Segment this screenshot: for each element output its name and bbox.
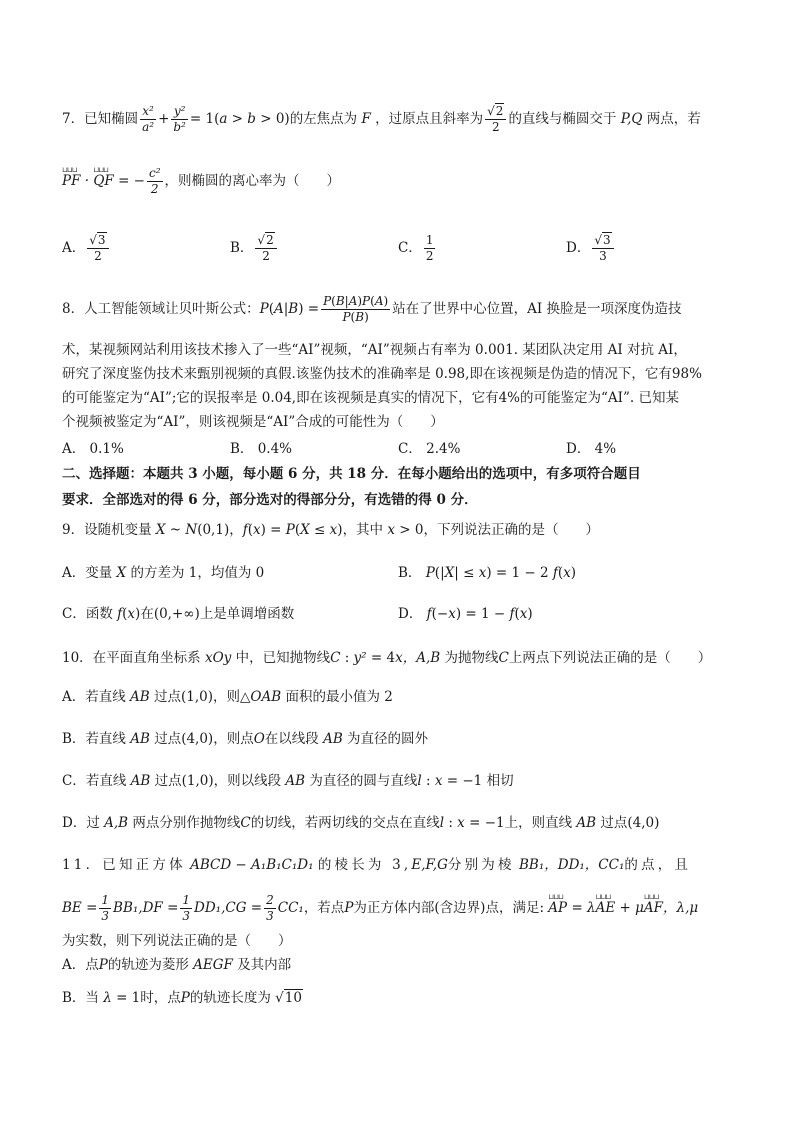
q9-option-b: B． P(|X| ≤ x) = 1 − 2 f(x) — [398, 565, 577, 581]
q11-stem-line1: 11．已知正方体 ABCD − A₁B₁C₁D₁ 的棱长为 3,E,F,G分别为棱 BB₁，DD₁，CC₁的点，且 — [62, 857, 692, 873]
q10-option-a: A．若直线 AB 过点(1,0)，则△OAB 面积的最小值为 2 — [62, 689, 393, 705]
q9-stem: 9．设随机变量 X ~ N(0,1)，f(x) = P(X ≤ x)，其中 x > 0，下列说法正确的是（ ） — [62, 522, 599, 538]
q8-stem-line5: 个视频被鉴定为“AI”，则该视频是“AI”合成的可能性为（ ） — [62, 414, 444, 430]
section2-heading-line2: 要求．全部选对的得 6 分，部分选对的得部分分，有选错的得 0 分． — [62, 492, 478, 508]
q7-stem-line1: 7．已知椭圆 $\frac{\text{x²}}{\text{a²}}$ + $\frac{\text{y²}}{\text{b²}}$ = 1(a > b > 0)的左焦点为 F ，过原点且斜率为 $\frac{√2}{2}$ 的直线与椭圆交于 P,Q 两点，若 — [62, 104, 701, 134]
q8-option-a: A． 0.1% — [62, 441, 124, 457]
q7-dot-product: ⊔⊔⊔ PF · ⊔⊔⊔ QF = − $\frac{\text{c²}}{2}$ — [62, 173, 165, 189]
q8-stem-line1: 8．人工智能领域让贝叶斯公式：P(A|B) = $\frac{P(B|A)P(A)}{P(B)}$ 站在了世界中心位置，AI 换脸是一项深度伪造技 — [62, 294, 682, 324]
q10-stem: 10．在平面直角坐标系 xOy 中，已知抛物线C : y² = 4x，A,B 为抛物线C上两点下列说法正确的是（ ） — [62, 650, 712, 666]
q11-option-a: A．点P的轨迹为菱形 AEGF 及其内部 — [62, 957, 292, 973]
section2-heading-line1: 二、选择题：本题共 3 小题，每小题 6 分，共 18 分．在每小题给出的选项中，有多项符合题目 — [62, 466, 641, 482]
q9-option-c: C．函数 f(x)在(0,+∞)上是单调增函数 — [62, 606, 295, 622]
q8-stem-line3: 研究了深度鉴伪技术来甄别视频的真假.该鉴伪技术的准确率是 0.98,即在该视频是伪造的情况下，它有98% — [62, 366, 702, 382]
q9-option-d: D． f(−x) = 1 − f(x) — [398, 606, 533, 622]
q7-option-c: C． $\frac{1}{2}$ — [398, 233, 434, 263]
q7-ellipse-equation: $\frac{\text{x²}}{\text{a²}}$ + $\frac{\text{y²}}{\text{b²}}$ = 1(a > b > 0) — [142, 104, 290, 134]
q10-option-c: C．若直线 AB 过点(1,0)，则以线段 AB 为直径的圆与直线l : x = −1 相切 — [62, 773, 514, 789]
q8-option-c: C． 2.4% — [398, 441, 461, 457]
q9-option-a: A．变量 X 的方差为 1，均值为 0 — [62, 565, 265, 581]
q8-stem-line2: 术，某视频网站利用该技术掺入了一些“AI”视频，“AI”视频占有率为 0.001. 某团队决定用 AI 对抗 AI， — [62, 342, 687, 358]
q7-slope: $\frac{√2}{2}$ — [485, 104, 506, 135]
q8-stem-line4: 的可能鉴定为“AI”;它的误报率是 0.04,即在该视频是真实的情况下，它有4%的可能鉴定为“AI”. 已知某 — [62, 390, 679, 406]
q11-stem-line2: BE = $\frac{1}{3}$ BB₁,DF = $\frac{1}{3}$ DD₁,CG = $\frac{2}{3}$ CC₁，若点P为正方体内部(含边界)点，满足: ⊔⊔⊔ AP = λ⊔⊔⊔ AE + μ⊔⊔⊔ AF，λ,μ — [62, 893, 744, 924]
q11-stem-line3: 为实数，则下列说法正确的是（ ） — [62, 933, 292, 949]
q8-option-b: B． 0.4% — [230, 441, 293, 457]
q7-option-d: D． $\frac{√3}{3}$ — [566, 233, 616, 264]
q8-bayes-formula: P(A|B) = $\frac{P(B|A)P(A)}{P(B)}$ — [259, 294, 389, 324]
q7-option-a: A． $\frac{√3}{2}$ — [62, 233, 111, 264]
q11-option-b: B．当 λ = 1时，点P的轨迹长度为 √10 — [62, 990, 302, 1006]
q7-stem-line2: ⊔⊔⊔ PF · ⊔⊔⊔ QF = − $\frac{\text{c²}}{2}$ ，则椭圆的离心率为（ ） — [62, 166, 744, 197]
q10-option-b: B．若直线 AB 过点(4,0)，则点O在以线段 AB 为直径的圆外 — [62, 731, 429, 747]
q7-option-b: B． $\frac{√2}{2}$ — [230, 233, 279, 264]
q7-text-a: 7．已知椭圆 — [62, 111, 139, 127]
q10-option-d: D．过 A,B 两点分别作抛物线C的切线，若两切线的交点在直线l : x = −1上，则直线 AB 过点(4,0) — [62, 815, 660, 831]
q8-option-d: D． 4% — [566, 441, 617, 457]
